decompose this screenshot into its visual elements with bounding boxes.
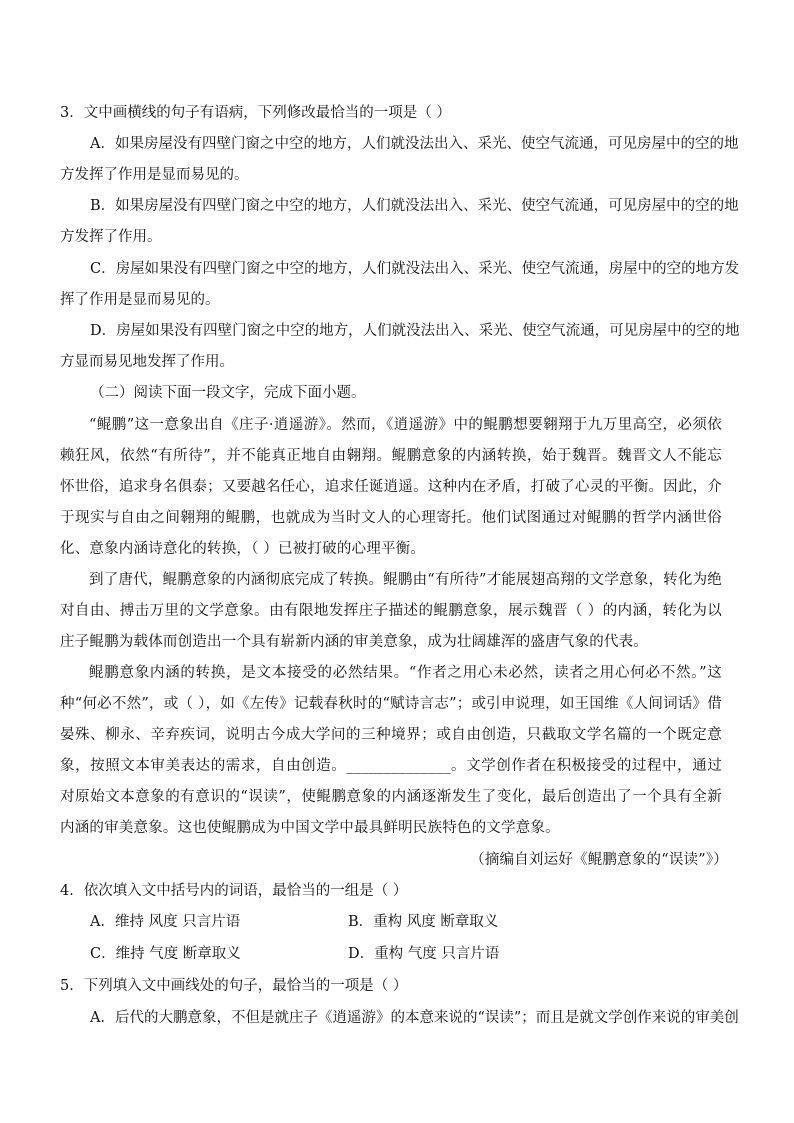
q3-option-a-line2: 方发挥了作用是显而易见的。	[60, 167, 249, 183]
q3-option-b-line2: 方发挥了作用。	[60, 229, 162, 245]
q5-stem: 5．下列填入文中画线处的句子，最恰当的一项是（ ）	[60, 978, 408, 994]
q4-option-b: B．重构 风度 断章取义	[348, 914, 499, 930]
passage-paragraph-3: 鲲鹏意象内涵的转换，是文本接受的必然结果。“作者之用心未必然，读者之用心何必不然。”这种“何必不然”，或（ ），如《左传》记载春秋时的“赋诗言志”；或引申说理，如王国维《人间词话》借晏殊、柳永、辛弃疾词，说明古今成大学问的三种境界；或自由创造，只截取文学名篇的一个既定意象，按照文本审美表达的需求，自由创造。______________。文学创作者在积极接受的过程中，通过对原始文本意象的有意识的“误读”，使鲲鹏意象的内涵逐渐发生了变化，最后创造出了一个具有全新内涵的审美意象。这也使鲲鹏成为中国文学中最具鲜明民族特色的文学意象。	[60, 665, 722, 836]
q4-option-a: A．维持 风度 只言片语	[90, 914, 241, 930]
q3-option-d-line2: 方显而易见地发挥了作用。	[60, 354, 234, 370]
q4-option-c: C．维持 气度 断章取义	[90, 946, 241, 962]
q4-option-d: D．重构 气度 只言片语	[348, 946, 500, 962]
q3-option-c-line1: C．房屋如果没有四壁门窗之中空的地方，人们就没法出入、采光、使空气流通，房屋中的空的地方发	[90, 261, 740, 277]
passage-paragraph-2: 到了唐代，鲲鹏意象的内涵彻底完成了转换。鲲鹏由“有所待”才能展翅高翔的文学意象，转化为绝对自由、搏击万里的文学意象。由有限地发挥庄子描述的鲲鹏意象，展示魏晋（ ）的内涵，转化为以庄子鲲鹏为载体而创造出一个具有崭新内涵的审美意象，成为壮阔雄浑的盛唐气象的代表。	[60, 572, 722, 650]
q3-option-a-line1: A．如果房屋没有四壁门窗之中空的地方，人们就没法出入、采光、使空气流通，可见房屋中的空的地	[90, 136, 739, 152]
section2-heading: （二）阅读下面一段文字，完成下面小题。	[90, 385, 366, 401]
q3-option-d-line1: D．房屋如果没有四壁门窗之中空的地方，人们就没法出入、采光、使空气流通，可见房屋中的空的地	[90, 323, 740, 339]
q5-option-a-line1: A．后代的大鹏意象，不但是就庄子《逍遥游》的本意来说的“误读”；而且是就文学创作来说的审美创	[90, 1010, 739, 1026]
q4-stem: 4．依次填入文中括号内的词语，最恰当的一组是（ ）	[60, 883, 408, 899]
q3-stem: 3．文中画横线的句子有语病，下列修改最恰当的一项是（ ）	[60, 105, 451, 121]
q3-option-c-line2: 挥了作用是显而易见的。	[60, 292, 220, 308]
passage-paragraph-1: “鲲鹏”这一意象出自《庄子·逍遥游》。然而，《逍遥游》中的鲲鹏想要翱翔于九万里高空，必须依赖狂风，依然“有所待”，并不能真正地自由翱翔。鲲鹏意象的内涵转换，始于魏晋。魏晋文人不能忘怀世俗，追求身名俱泰；又要越名任心，追求任诞逍遥。这种内在矛盾，打破了心灵的平衡。因此，介于现实与自由之间翱翔的鲲鹏，也就成为当时文人的心理寄托。他们试图通过对鲲鹏的哲学内涵世俗化、意象内涵诗意化的转换，（ ）已被打破的心理平衡。	[60, 417, 722, 557]
q3-option-b-line1: B．如果房屋没有四壁门窗之中空的地方，人们就没法出入、采光、使空气流通，可见房屋中的空的地	[90, 198, 739, 214]
passage-source: （摘编自刘运好《鲲鹏意象的“误读”》）	[470, 852, 728, 868]
